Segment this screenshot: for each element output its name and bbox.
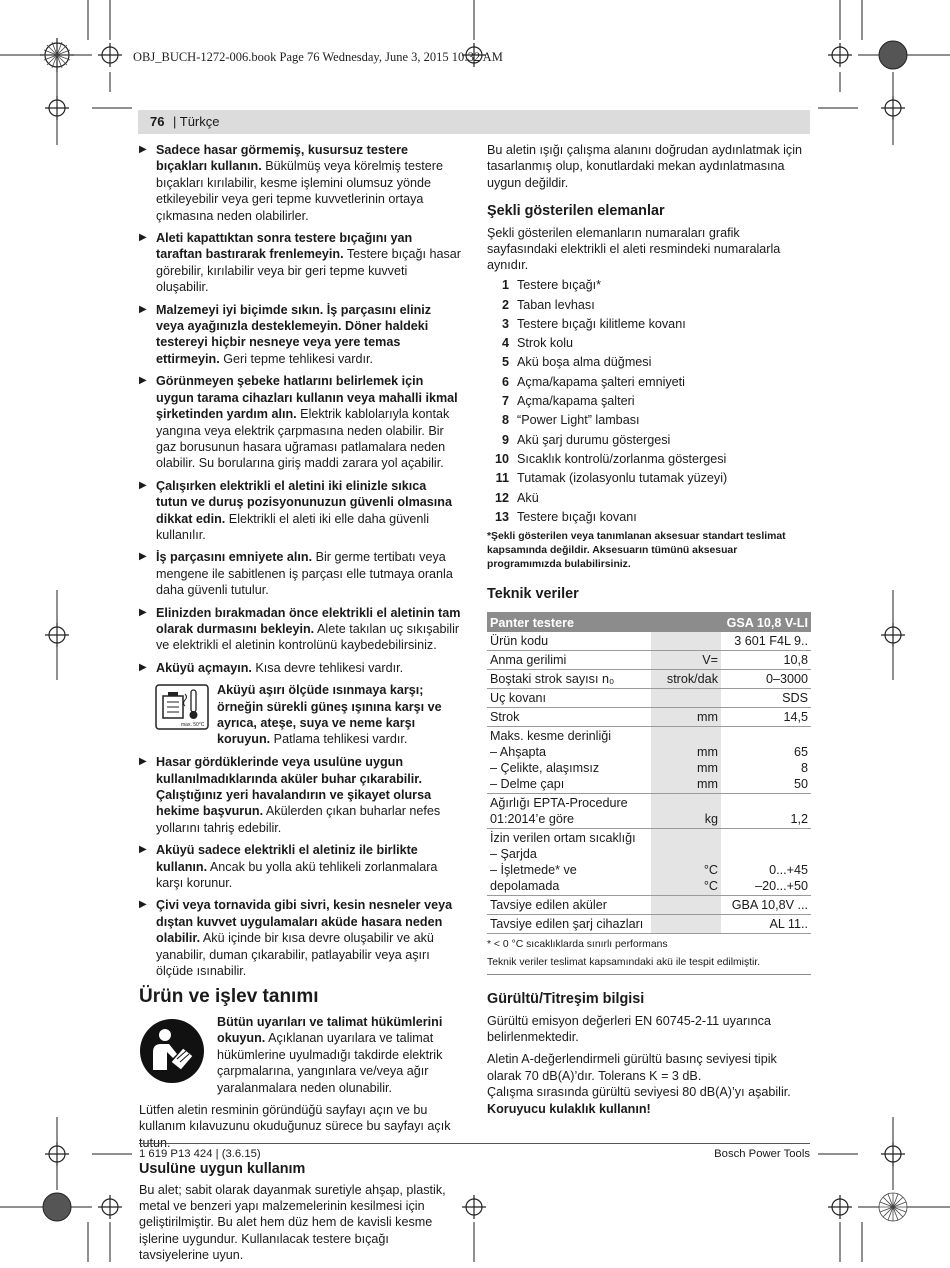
spec-line: –20...+50 [755, 879, 808, 894]
bullet-arrow-icon: ▶ [139, 144, 147, 155]
bullet-text: Geri tepme tehlikesi vardır. [219, 351, 373, 366]
tech-title: Teknik veriler [487, 585, 579, 602]
spec-value [721, 708, 811, 727]
item-number: 10 [494, 451, 509, 466]
bullet-bold: Aleti kapattıktan sonra testere bıçağını yan taraftan bastırarak frenlemeyin. [156, 231, 413, 262]
spec-line: 10,8 [783, 653, 808, 668]
bullet-bold: Sadece hasar görmemiş, kusursuz testere bıçakları kullanın. [156, 143, 408, 174]
list-item [487, 334, 812, 353]
bullet-arrow-icon: ▶ [139, 606, 147, 618]
noise-p4: Koruyucu kulaklık kullanın! [487, 1101, 651, 1116]
bullet-text: Akü içinde bir kısa devre oluşabilir ve akü yanabilir, duman çıkarabilir, patlayabilir veya aşırı ölçüde ısınabilir. [156, 931, 434, 979]
spec-line: GBA 10,8V ... [731, 898, 808, 913]
spec-value [721, 689, 811, 708]
spec-label [487, 632, 651, 651]
spec-unit [651, 896, 721, 915]
spec-blank [654, 728, 718, 744]
table-row [487, 829, 811, 896]
spec-line: – İşletmede* ve depolamada [490, 863, 577, 894]
read-manual-block [139, 1014, 461, 1096]
spec-line: – Şarjda [490, 847, 537, 862]
noise-title: Gürültü/Titreşim bilgisi [487, 991, 645, 1008]
list-item [487, 314, 812, 333]
spec-line: V= [702, 653, 718, 668]
footer-rule [139, 1143, 810, 1144]
spec-line: İzin verilen ortam sıcaklığı [490, 831, 636, 846]
read-manual-icon [139, 1018, 205, 1084]
list-item [487, 276, 812, 295]
spec-line: SDS [782, 691, 808, 706]
spec-line: – Ahşapta [490, 745, 547, 760]
spec-label [487, 896, 651, 915]
bullet-arrow-icon: ▶ [139, 756, 147, 768]
spec-value [721, 651, 811, 670]
bullet-text: Bir germe tertibatı veya mengene ile sabitlenen iş parçası elle tutmaya oranla daha güvenli tutulur. [156, 550, 453, 598]
left-column [139, 142, 461, 1268]
bullet-bold: Görünmeyen şebeke hatlarını belirlemek için uygun tarama cihazları kullanın veya mahalli ikmal şirketinden yardım alın. [156, 374, 458, 422]
list-item [487, 469, 812, 488]
footer-right: Bosch Power Tools [714, 1148, 810, 1160]
spec-value [721, 727, 811, 794]
spec-label [487, 708, 651, 727]
spec-line: 3 601 F4L 9.. [734, 634, 808, 649]
bullet-text: Ancak bu yolla akü tehlikeli zorlanmalara karşı korunur. [156, 859, 438, 891]
bullet-arrow-icon: ▶ [139, 303, 147, 315]
item-label: Akü boşa alma düğmesi [517, 355, 652, 370]
heat-warning-bold: Aküyü aşırı ölçüde ısınmaya karşı; örneğin sürekli güneş ışınına karşı ve ayrıca, ateşe, suya ve neme karşı koruyun. [217, 683, 442, 747]
table-row [487, 670, 811, 689]
noise-p1: Gürültü emisyon değerleri EN 60745-2-11 uyarınca belirlenmektedir. [487, 1013, 771, 1044]
spec-line: mm [697, 777, 718, 792]
item-number: 3 [501, 316, 509, 331]
safety-bullet [139, 897, 461, 979]
safety-bullet [139, 549, 461, 598]
bullet-bold: İş parçasını emniyete alın. [156, 550, 313, 565]
tech-table-header [487, 612, 811, 632]
spec-line: 0...+45 [769, 863, 808, 878]
spec-blank [724, 846, 808, 862]
safety-bullet [139, 478, 461, 544]
heat-warning [139, 682, 461, 748]
spec-line: °C [703, 879, 718, 894]
tech-data-table [487, 612, 811, 934]
safety-bullet [139, 605, 461, 654]
spec-line: Maks. kesme derinliği [490, 729, 612, 744]
item-number: 2 [501, 297, 509, 312]
bullet-bold: Malzemeyi iyi biçimde sıkın. İş parçasını eliniz veya ayağınızla desteklemeyin. Döner haldeki testereyi hiçbir nesneye veya yere temas ettirmeyin. [156, 302, 432, 366]
bullet-text: Elektrikli el aleti iki elle daha güvenli kullanılır. [156, 511, 429, 542]
spec-line: Ürün kodu [490, 634, 549, 649]
bullet-bold: Çalışırken elektrikli el aletini iki elinizle sıkıca tutun ve duruş pozisyonunuzun güvenli olmasına dikkat edin. [156, 478, 452, 526]
spec-line: 8 [800, 761, 808, 776]
spec-line: Anma gerilimi [490, 653, 567, 668]
elements-list [487, 276, 812, 527]
bullet-text: Bükülmüş veya körelmiş testere bıçakları kırılabilir, kesme işlemini olumsuz yönde etkileyebilir veya geri tepme kuvvetlerinin ortaya çıkmasına neden olabilirler. [156, 159, 443, 223]
light-intro: Bu aletin ışığı çalışma alanını doğrudan aydınlatmak için tasarlanmış olup, konutlardaki mekan aydınlatmasına uygun değildir. [487, 143, 803, 190]
read-manual-bold: Bütün uyarıları ve talimat hükümlerini okuyun. [217, 1014, 443, 1046]
spec-unit [651, 632, 721, 651]
bullet-arrow-icon: ▶ [139, 551, 147, 563]
bullet-bold: Aküyü açmayın. [156, 660, 252, 675]
elements-title: Şekli gösterilen elemanlar [487, 203, 665, 220]
page-header-bar [138, 110, 810, 134]
spec-label [487, 727, 651, 794]
spec-line: °C [703, 863, 718, 878]
heat-warning-text: Patlama tehlikesi vardır. [270, 732, 408, 747]
product-paragraph: Lütfen aletin resminin göründüğü sayfayı açın ve bu kullanım kılavuzunu okuduğunuz sürece bu sayfayı açık tutun. [139, 1102, 451, 1150]
table-row [487, 915, 811, 934]
bullet-arrow-icon: ▶ [139, 479, 147, 491]
item-label: Tutamak (izolasyonlu tutamak yüzeyi) [517, 471, 728, 486]
bullet-text: Kısa devre tehlikesi vardır. [251, 660, 404, 675]
spec-label [487, 670, 651, 689]
list-item [487, 488, 812, 507]
safety-bullet [139, 660, 461, 676]
tech-footnote-1: * < 0 °C sıcaklıklarda sınırlı performans [487, 939, 668, 951]
spec-unit [651, 727, 721, 794]
item-number: 9 [501, 432, 509, 447]
item-label: Açma/kapama şalteri emniyeti [517, 374, 685, 389]
elements-intro: Şekli gösterilen elemanların numaraları grafik sayfasındaki elektrikli el aleti resmindeki numaralarla aynıdır. [487, 225, 781, 273]
item-label: Sıcaklık kontrolü/zorlanma göstergesi [517, 451, 727, 466]
elements-note: *Şekli gösterilen veya tanımlanan aksesuar standart teslimat kapsamında değildir. Aksesuarın tümünü aksesuar programımızda bulabilirsiniz. [487, 530, 786, 570]
item-label: Strok kolu [517, 336, 573, 351]
spec-line: mm [697, 745, 718, 760]
spec-line: 50 [793, 777, 808, 792]
spec-blank [724, 728, 808, 744]
item-label: Testere bıçağı* [517, 278, 602, 293]
product-section-title: Ürün ve işlev tanımı [139, 986, 319, 1008]
bullet-bold: Hasar gördüklerinde veya usulüne uygun kullanılmadıklarında aküler buhar çıkarabilir. Çalıştığınız yeri havalandırın ve şikayet olursa hekime başvurun. [156, 755, 432, 819]
safety-bullet [139, 230, 461, 296]
bullet-arrow-icon: ▶ [139, 375, 147, 387]
item-label: Akü şarj durumu göstergesi [517, 432, 671, 447]
safety-bullet [139, 373, 461, 471]
list-item [487, 353, 812, 372]
item-label: Açma/kapama şalteri [517, 394, 635, 409]
list-item [487, 295, 812, 314]
item-label: Testere bıçağı kovanı [517, 509, 637, 524]
battery-bullets [139, 754, 461, 979]
bullet-arrow-icon: ▶ [139, 661, 147, 673]
spec-unit [651, 651, 721, 670]
bullet-arrow-icon: ▶ [139, 232, 147, 244]
bullet-text: Testere bıçağı hasar görebilir, kırılabilir veya bir geri tepme kuvveti oluşabilir. [156, 247, 461, 295]
bullet-text: Elektrik kablolarıyla kontak yangına veya elektrik çarpmasına neden olabilir. Bir gaz borusunun hasara uğraması patlamalara neden olabilir. Su borularına giriş maddi zarara yol açabilir. [156, 407, 450, 471]
spec-value [721, 829, 811, 896]
spec-value [721, 670, 811, 689]
table-row [487, 632, 811, 651]
tech-footnote-2: Teknik veriler teslimat kapsamındaki akü ile tespit edilmiştir. [487, 956, 811, 975]
item-label: “Power Light” lambası [517, 413, 640, 428]
item-label: Akü [517, 490, 539, 505]
table-row [487, 708, 811, 727]
table-row [487, 651, 811, 670]
item-number: 6 [501, 374, 509, 389]
spec-line: – Delme çapı [490, 777, 565, 792]
item-number: 4 [501, 336, 509, 351]
item-number: 11 [495, 471, 509, 486]
page-number: 76 [150, 114, 165, 129]
file-info-line: OBJ_BUCH-1272-006.book Page 76 Wednesday, June 3, 2015 10:32 AM [133, 50, 503, 64]
spec-line: Boştaki strok sayısı n₀ [490, 672, 615, 687]
item-number: 5 [501, 355, 509, 370]
safety-bullet [139, 302, 461, 368]
spec-line: 1,2 [790, 812, 808, 827]
spec-label [487, 794, 651, 829]
intended-use-title: Usulüne uygun kullanım [139, 1161, 306, 1178]
tech-header-value: GSA 10,8 V-LI [721, 612, 811, 632]
table-row [487, 794, 811, 829]
list-item [487, 392, 812, 411]
read-manual-text: Açıklanan uyarılara ve talimat hükümlerine uyulmadığı takdirde elektrik çarpmalarına, yangınlara ve/veya ağır yaralanmalara neden olunabilir. [217, 1031, 443, 1095]
safety-bullet [139, 142, 461, 224]
spec-label [487, 651, 651, 670]
bullet-arrow-icon: ▶ [139, 899, 147, 911]
spec-line: strok/dak [666, 672, 718, 687]
spec-line: 14,5 [783, 710, 808, 725]
spec-line: AL 11.. [769, 917, 808, 932]
right-column [487, 142, 812, 1121]
bullet-text: Alete takılan uç sıkışabilir ve elektrikli el aletinin kontrolünü kaybedebilirsiniz. [156, 621, 460, 653]
spec-unit [651, 915, 721, 934]
page-language: | Türkçe [173, 114, 220, 129]
spec-unit [651, 689, 721, 708]
item-number: 7 [501, 394, 509, 409]
spec-label [487, 829, 651, 896]
spec-unit [651, 794, 721, 829]
spec-line: mm [697, 710, 718, 725]
spec-value [721, 915, 811, 934]
spec-line: Strok [490, 710, 520, 725]
bullet-bold: Çivi veya tornavida gibi sivri, kesin nesneler veya dıştan kuvvet uygulamaları aküde hasara neden olabilir. [156, 898, 453, 946]
noise-p2: Aletin A-değerlendirmeli gürültü basınç seviyesi tipik olarak 70 dB(A)’dır. Tolerans K = 3 dB. [487, 1052, 777, 1083]
bullet-bold: Elinizden bırakmadan önce elektrikli el aletinin tam olarak durmasını bekleyin. [156, 605, 461, 636]
spec-value [721, 896, 811, 915]
spec-value [721, 794, 811, 829]
spec-unit [651, 829, 721, 896]
spec-blank [654, 846, 718, 862]
spec-value [721, 632, 811, 651]
spec-line: mm [697, 761, 718, 776]
table-row [487, 896, 811, 915]
spec-line: Tavsiye edilen aküler [490, 898, 607, 913]
spec-line: Tavsiye edilen şarj cihazları [490, 917, 644, 932]
tech-header-label: Panter testere [487, 612, 721, 632]
item-number: 1 [501, 278, 509, 293]
noise-p3: Çalışma sırasında gürültü seviyesi 80 dB(A)’yı aşabilir. [487, 1085, 791, 1100]
safety-bullet [139, 842, 461, 891]
spec-line: 0–3000 [765, 672, 808, 687]
safety-bullets [139, 142, 461, 676]
spec-unit [651, 708, 721, 727]
list-item [487, 411, 812, 430]
list-item [487, 507, 812, 526]
list-item [487, 430, 812, 449]
bullet-text: Akülerden çıkan buharlar nefes yollarını tahriş edebilir. [156, 804, 441, 835]
safety-bullet [139, 754, 461, 836]
item-number: 12 [494, 490, 509, 505]
bullet-arrow-icon: ▶ [139, 844, 147, 856]
spec-line: 01:2014’e göre [490, 812, 575, 827]
spec-line: – Çelikte, alaşımsız [490, 761, 600, 776]
item-label: Taban levhası [517, 297, 595, 312]
spec-line: Uç kovanı [490, 691, 546, 706]
spec-line: Ağırlığı EPTA-Procedure [490, 796, 628, 811]
list-item [487, 450, 812, 469]
intended-use-text: Bu alet; sabit olarak dayanmak suretiyle ahşap, plastik, metal ve benzeri yapı malzemelerinin kesilmesi için geliştirilmiştir. Bu alet hem düz hem de kavisli kesme işlerine uygundur. Kullanılacak testere bıçağı tavsiyelerine uyun. [139, 1182, 446, 1263]
table-row [487, 727, 811, 794]
footer-left: 1 619 P13 424 | (3.6.15) [139, 1148, 261, 1160]
spec-label [487, 915, 651, 934]
item-label: Testere bıçağı kilitleme kovanı [517, 316, 686, 331]
item-number: 13 [494, 509, 509, 524]
spec-line: 65 [793, 745, 808, 760]
spec-unit [651, 670, 721, 689]
bullet-bold: Aküyü sadece elektrikli el aletiniz ile birlikte kullanın. [156, 843, 418, 874]
spec-label [487, 689, 651, 708]
item-number: 8 [501, 413, 509, 428]
table-row [487, 689, 811, 708]
spec-line: kg [704, 812, 718, 827]
temperature-icon-label: max. 50°C [181, 722, 205, 729]
list-item [487, 372, 812, 391]
